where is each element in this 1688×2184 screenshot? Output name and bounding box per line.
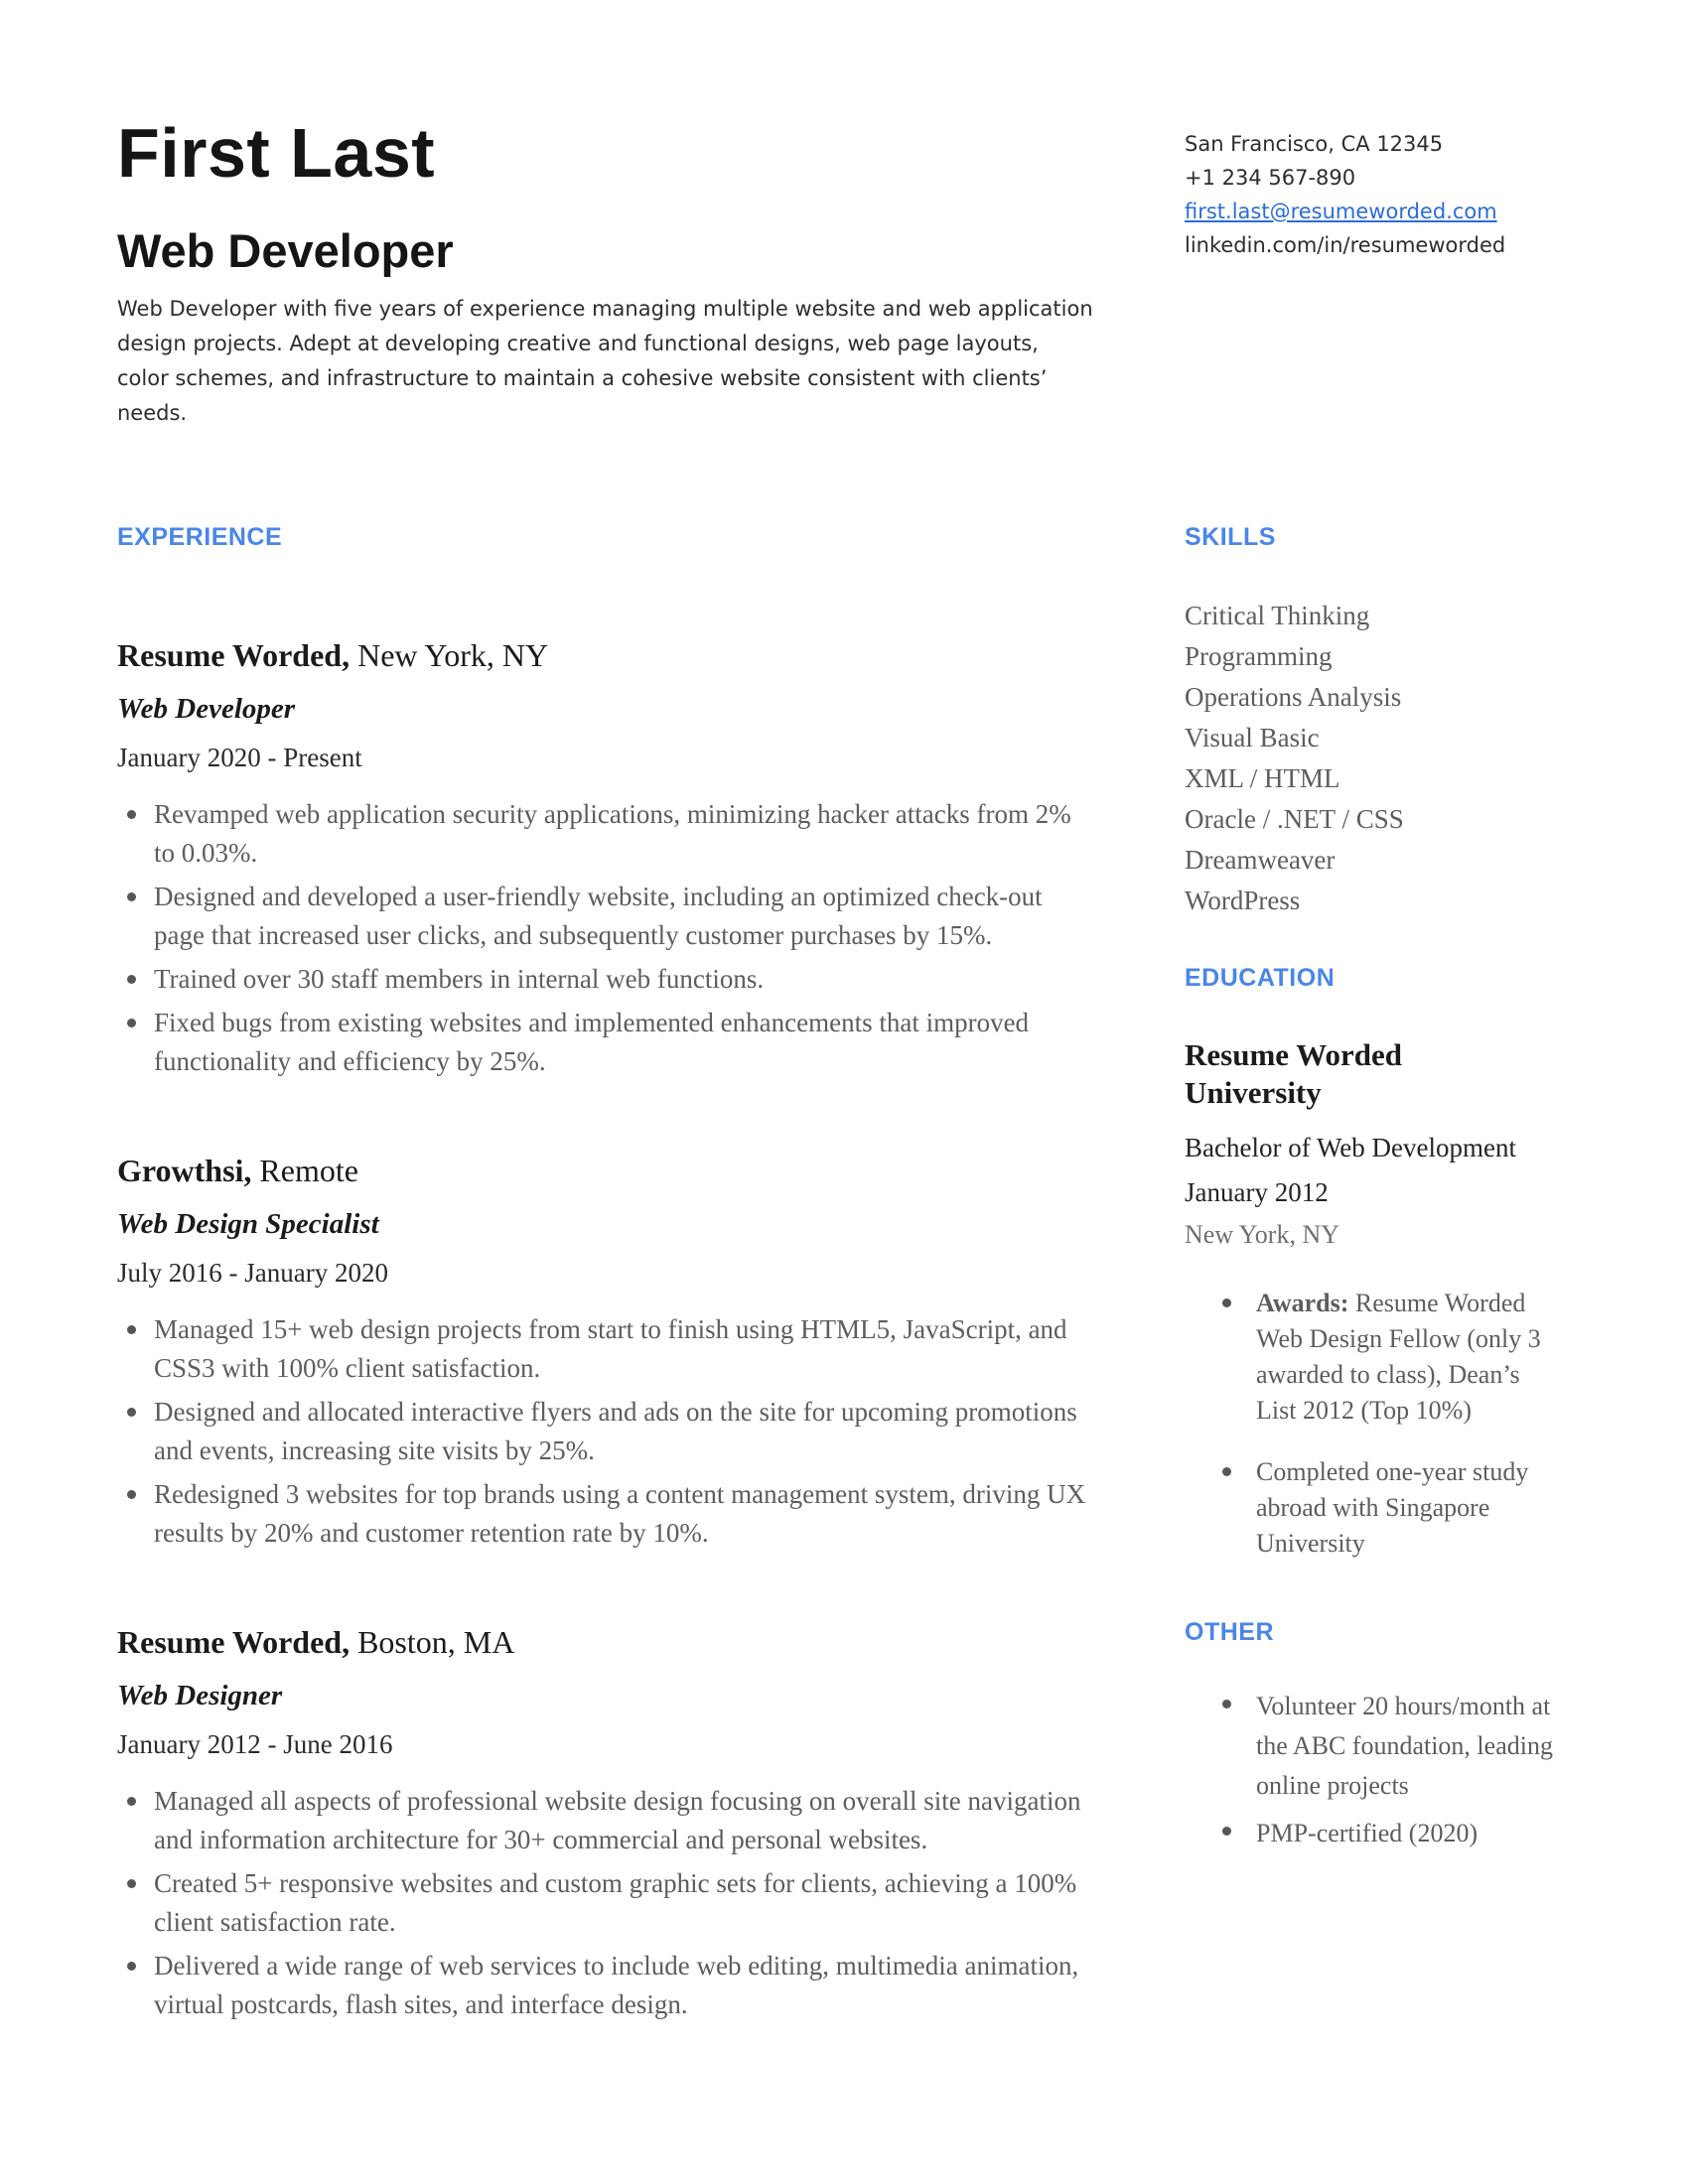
job-entry-1 bbox=[117, 635, 1095, 1081]
job-role: Web Designer bbox=[117, 1680, 283, 1712]
job-dates: January 2020 - Present bbox=[117, 742, 362, 772]
bullet-text: Awards: Resume Worded Web Design Fellow (only 3 awarded to class), Dean’s List 2012 (Top 10%) bbox=[1256, 1289, 1541, 1426]
bullet-dot-icon bbox=[117, 1475, 154, 1553]
contact-location: San Francisco, CA 12345 bbox=[1185, 132, 1444, 156]
bullet-text: Managed all aspects of professional website design focusing on overall site navigation and information architecture for 30+ commercial and personal websites. bbox=[154, 1786, 1081, 1855]
bullet-text: Designed and developed a user-friendly website, including an optimized check-out page that increased user clicks, and subsequently customer purchases by 15%. bbox=[154, 881, 1043, 950]
bullet-item bbox=[117, 1864, 1095, 1942]
bullet-item bbox=[117, 960, 1095, 999]
bullet-dot-icon bbox=[117, 795, 154, 873]
bullet-text: Trained over 30 staff members in internal web functions. bbox=[154, 963, 765, 994]
skill-item: WordPress bbox=[1185, 885, 1301, 915]
bullet-dot-icon bbox=[117, 1393, 154, 1470]
company-name: Resume Worded, bbox=[117, 636, 351, 673]
contact-block bbox=[1185, 127, 1557, 431]
bullet-text: Created 5+ responsive websites and custom graphic sets for clients, achieving a 100% client satisfaction rate. bbox=[154, 1868, 1077, 1938]
education-date: January 2012 bbox=[1185, 1177, 1329, 1208]
skill-item: Operations Analysis bbox=[1185, 681, 1402, 712]
company-location: Boston, MA bbox=[350, 1624, 515, 1661]
bullet-item bbox=[117, 1393, 1095, 1470]
bullet-dot-icon bbox=[117, 1310, 154, 1388]
job-company-line bbox=[117, 635, 1095, 675]
job-company-line bbox=[117, 1151, 1095, 1190]
experience-column bbox=[117, 522, 1095, 2025]
bullet-text: Revamped web application security applications, minimizing hacker attacks from 2% to 0.03%. bbox=[154, 798, 1071, 868]
bullet-item bbox=[117, 795, 1095, 873]
skill-item: Oracle / .NET / CSS bbox=[1185, 803, 1404, 834]
bullet-text: Completed one-year study abroad with Singapore University bbox=[1256, 1457, 1529, 1559]
job-bullet-list bbox=[117, 1782, 1095, 2024]
bullet-item bbox=[117, 1475, 1095, 1553]
experience-heading: EXPERIENCE bbox=[117, 522, 283, 551]
job-role: Web Developer bbox=[117, 692, 296, 725]
bullet-item bbox=[117, 1782, 1095, 1859]
bullet-item bbox=[1185, 1687, 1557, 1806]
job-bullet-list bbox=[117, 1310, 1095, 1553]
bullet-item bbox=[117, 1947, 1095, 2024]
bullet-text: Delivered a wide range of web services to include web editing, multimedia animation, virtual postcards, flash sites, and interface design. bbox=[154, 1951, 1079, 2020]
job-dates: July 2016 - January 2020 bbox=[117, 1258, 388, 1289]
job-company-line bbox=[117, 1622, 1095, 1662]
education-location: New York, NY bbox=[1185, 1220, 1340, 1250]
bullet-text: Designed and allocated interactive flyers and ads on the site for upcoming promotions and events, increasing site visits by 25%. bbox=[154, 1397, 1077, 1466]
skill-item: XML / HTML bbox=[1185, 762, 1340, 793]
sidebar-column bbox=[1185, 522, 1557, 1854]
bullet-dot-icon bbox=[117, 1782, 154, 1859]
company-location: New York, NY bbox=[350, 636, 549, 673]
contact-email-link[interactable]: first.last@resumeworded.com bbox=[1185, 200, 1497, 223]
bullet-dot-icon bbox=[1222, 1454, 1256, 1562]
skill-item: Programming bbox=[1185, 640, 1333, 671]
job-entry-3 bbox=[117, 1622, 1095, 2024]
education-degree: Bachelor of Web Development bbox=[1185, 1133, 1516, 1163]
bullet-item bbox=[1185, 1814, 1557, 1853]
person-name: First Last bbox=[117, 114, 436, 192]
bullet-text: PMP-certified (2020) bbox=[1256, 1819, 1478, 1848]
resume-body bbox=[117, 522, 1557, 2025]
bullet-dot-icon bbox=[117, 1864, 154, 1942]
bullet-item bbox=[117, 1004, 1095, 1081]
header-left bbox=[117, 114, 1095, 431]
bullet-item bbox=[1185, 1286, 1557, 1429]
bullet-text: Fixed bugs from existing websites and implemented enhancements that improved functionality and efficiency by 25%. bbox=[154, 1007, 1030, 1076]
bullet-text: Managed 15+ web design projects from start to finish using HTML5, JavaScript, and CSS3 with 100% client satisfaction. bbox=[154, 1314, 1067, 1384]
bullet-text: Volunteer 20 hours/month at the ABC foundation, leading online projects bbox=[1256, 1692, 1553, 1801]
job-entry-2 bbox=[117, 1151, 1095, 1553]
contact-phone: +1 234 567-890 bbox=[1185, 166, 1356, 190]
skills-heading: SKILLS bbox=[1185, 522, 1276, 551]
other-bullet-list bbox=[1185, 1687, 1557, 1853]
bullet-dot-icon bbox=[117, 1004, 154, 1081]
job-bullet-list bbox=[117, 795, 1095, 1081]
education-school: Resume Worded University bbox=[1185, 1036, 1403, 1111]
company-location: Remote bbox=[251, 1152, 358, 1188]
skill-item: Visual Basic bbox=[1185, 722, 1320, 752]
bullet-dot-icon bbox=[1222, 1286, 1256, 1429]
resume-header bbox=[117, 114, 1557, 431]
bullet-dot-icon bbox=[117, 1947, 154, 2024]
bullet-item bbox=[1185, 1454, 1557, 1562]
company-name: Resume Worded, bbox=[117, 1624, 351, 1661]
skill-item: Dreamweaver bbox=[1185, 844, 1336, 875]
skills-list bbox=[1185, 596, 1557, 921]
person-title: Web Developer bbox=[117, 223, 454, 277]
job-role: Web Design Specialist bbox=[117, 1207, 379, 1240]
skill-item: Critical Thinking bbox=[1185, 600, 1370, 630]
bullet-text: Redesigned 3 websites for top brands using a content management system, driving UX results by 20% and customer retention rate by 10%. bbox=[154, 1479, 1086, 1549]
other-heading: OTHER bbox=[1185, 1618, 1274, 1647]
bullet-item bbox=[117, 1310, 1095, 1388]
company-name: Growthsi, bbox=[117, 1152, 252, 1188]
job-dates: January 2012 - June 2016 bbox=[117, 1729, 393, 1760]
education-bullet-list bbox=[1185, 1286, 1557, 1562]
bullet-item bbox=[117, 878, 1095, 955]
education-heading: EDUCATION bbox=[1185, 963, 1336, 992]
bullet-dot-icon bbox=[117, 960, 154, 999]
bullet-dot-icon bbox=[117, 878, 154, 955]
bullet-dot-icon bbox=[1222, 1814, 1256, 1853]
contact-linkedin: linkedin.com/in/resumeworded bbox=[1185, 233, 1506, 257]
bullet-dot-icon bbox=[1222, 1687, 1256, 1806]
summary-paragraph: Web Developer with five years of experience managing multiple website and web application design projects. Adept at developing creative and functional designs, web page layouts, color schemes, and infrastructure to maintain a cohesive website consistent with clients’ needs. bbox=[117, 296, 1093, 425]
awards-label: Awards: bbox=[1256, 1289, 1349, 1318]
